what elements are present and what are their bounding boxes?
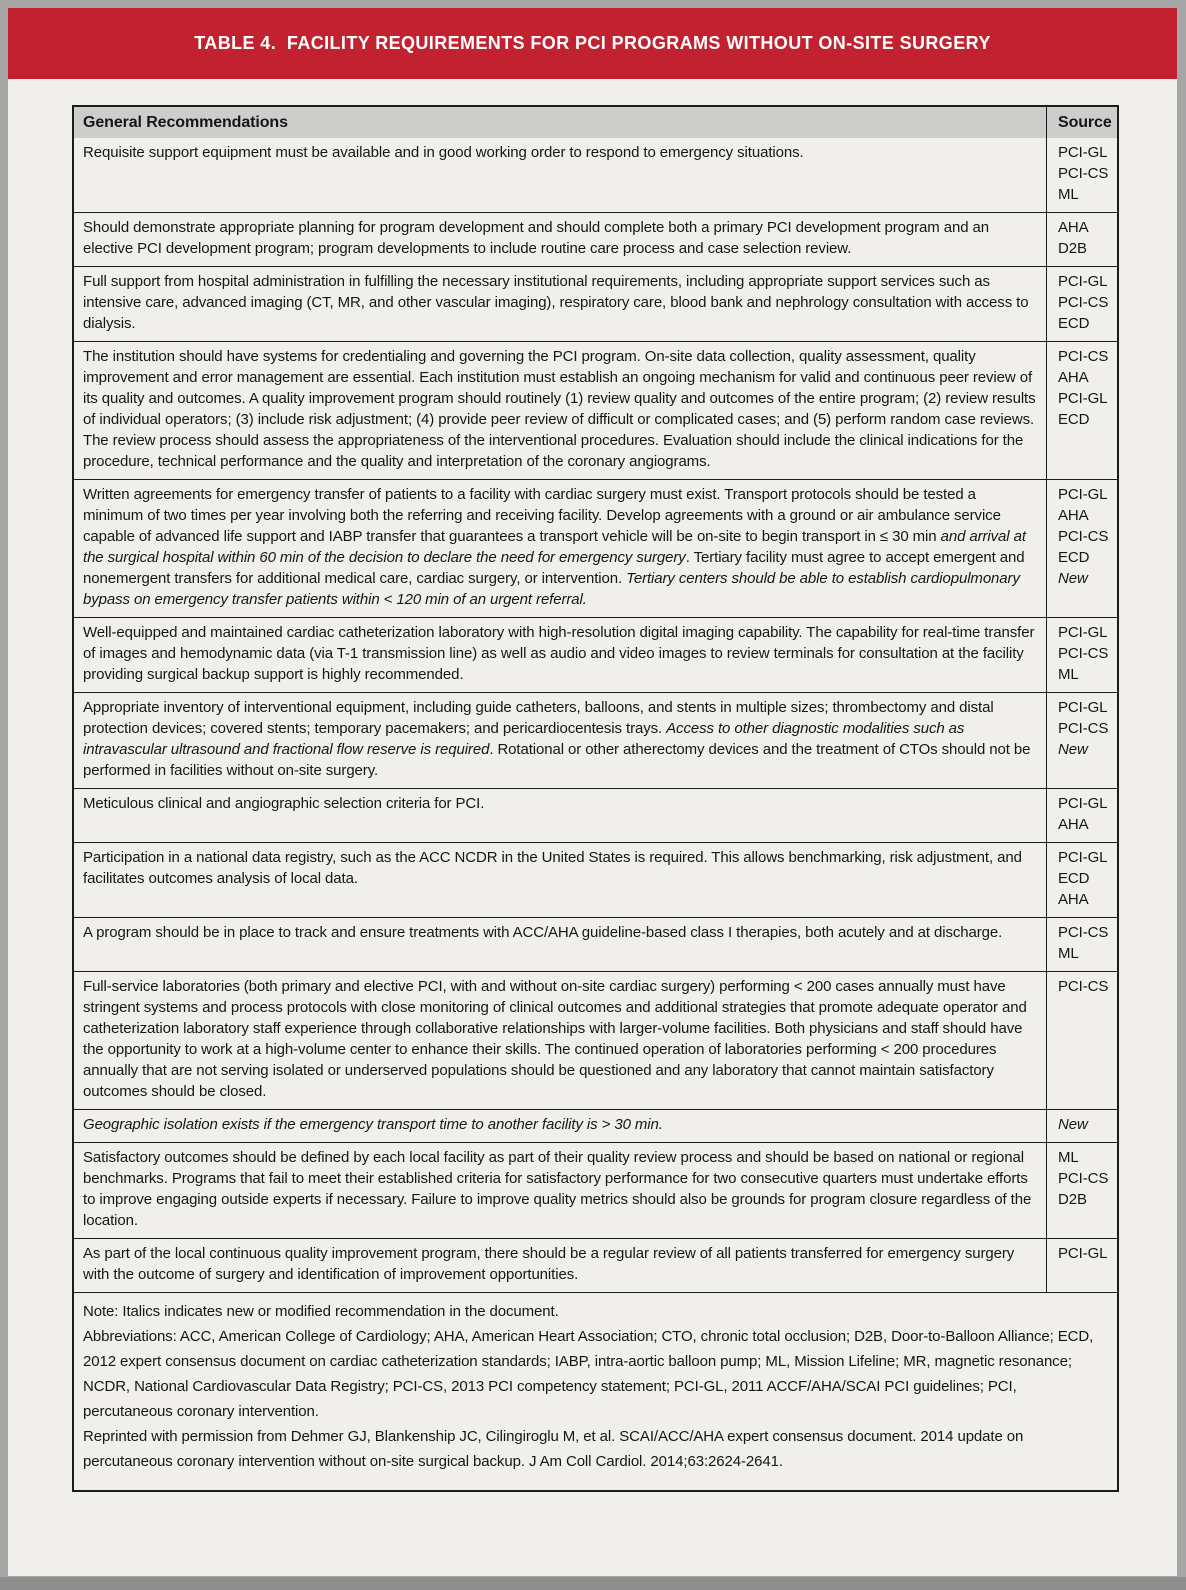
source-tag: ECD xyxy=(1058,870,1090,887)
table-row xyxy=(74,917,1117,971)
recommendation-text xyxy=(74,789,1046,842)
recommendation-text xyxy=(74,480,1046,617)
source-tag: AHA xyxy=(1058,816,1089,833)
recommendation-text xyxy=(74,843,1046,917)
table-row xyxy=(74,1238,1117,1292)
footnote-line: Note: Italics indicates new or modified recommendation in the document. xyxy=(83,1303,559,1320)
source-tag: PCI-GL xyxy=(1058,273,1108,290)
source-list xyxy=(1046,693,1117,788)
source-tag: PCI-CS xyxy=(1058,294,1109,311)
table-row xyxy=(74,617,1117,692)
source-tag: PCI-GL xyxy=(1058,699,1108,716)
recommendation-segment: As part of the local continuous quality improvement program, there should be a regular review of all patients transferred for emergency surgery with the outcome of surgery and identification of improvement opportunities. xyxy=(83,1245,1015,1283)
footnote-line: Abbreviations: ACC, American College of Cardiology; AHA, American Heart Association; CTO, chronic total occlusion; D2B, Door-to-Balloon Alliance; ECD, 2012 expert consensus document on cardiac catheterization standards; IABP, intra-aortic balloon pump; ML, Mission Lifeline; MR, magnetic resonance; NCDR, National Cardiovascular Data Registry; PCI-CS, 2013 PCI competency statement; PCI-GL, 2011 ACCF/AHA/SCAI PCI guidelines; PCI, percutaneous coronary intervention. xyxy=(83,1328,1094,1420)
table-row xyxy=(74,212,1117,266)
source-tag: New xyxy=(1058,1116,1088,1133)
footnote-line: Reprinted with permission from Dehmer GJ, Blankenship JC, Cilingiroglu M, et al. SCAI/ACC/AHA expert consensus document. 2014 update on percutaneous coronary intervention without on-site surgical backup. J Am Coll Cardiol. 2014;63:2624-2641. xyxy=(83,1428,1024,1470)
recommendation-text xyxy=(74,1143,1046,1238)
recommendation-text xyxy=(74,1239,1046,1292)
recommendation-text xyxy=(74,693,1046,788)
recommendation-text xyxy=(74,1110,1046,1142)
recommendation-text xyxy=(74,342,1046,479)
recommendation-segment-italic: and arrival at the surgical hospital within 60 min of the decision to declare the need for emergency surgery xyxy=(83,528,1026,566)
source-tag: PCI-GL xyxy=(1058,624,1108,641)
source-list xyxy=(1046,342,1117,479)
source-tag: ML xyxy=(1058,1149,1079,1166)
recommendation-segment: Full support from hospital administration in fulfilling the necessary institutional requirements, including appropriate support services such as intensive care, advanced imaging (CT, MR, and other vascular imaging), respiratory care, blood bank and nephrology consultation with access to dialysis. xyxy=(83,273,1029,332)
source-tag: PCI-CS xyxy=(1058,528,1109,545)
source-list xyxy=(1046,843,1117,917)
recommendation-text xyxy=(74,138,1046,212)
source-tag: PCI-GL xyxy=(1058,144,1108,161)
header-general-recommendations: General Recommendations xyxy=(83,114,288,131)
source-tag: New xyxy=(1058,570,1088,587)
source-tag: New xyxy=(1058,741,1088,758)
source-list xyxy=(1046,1110,1117,1142)
recommendation-segment: . Rotational or other atherectomy devices and the treatment of CTOs should not be performed in facilities without on-site surgery. xyxy=(83,741,1031,779)
table-row xyxy=(74,138,1117,212)
source-tag: AHA xyxy=(1058,369,1089,386)
recommendation-segment: Written agreements for emergency transfer of patients to a facility with cardiac surgery must exist. Transport protocols should be tested a minimum of two times per year involving both the referring and receiving facility. Develop agreements with a ground or air ambulance service capable of advanced life support and IABP transfer that guarantees a transport vehicle will be on-site to begin transport in ≤ 30 min xyxy=(83,486,1001,545)
table-row xyxy=(74,971,1117,1109)
table-row xyxy=(74,1142,1117,1238)
source-tag: D2B xyxy=(1058,1191,1087,1208)
source-list xyxy=(1046,267,1117,341)
source-tag: PCI-GL xyxy=(1058,1245,1108,1262)
table-row xyxy=(74,788,1117,842)
source-tag: AHA xyxy=(1058,891,1089,908)
recommendation-segment: Appropriate inventory of interventional equipment, including guide catheters, balloons, and stents in multiple sizes; thrombectomy and distal protection devices; covered stents; temporary pacemakers; and pericardiocentesis trays. xyxy=(83,699,994,737)
table-row xyxy=(74,692,1117,788)
recommendation-segment: A program should be in place to track and ensure treatments with ACC/AHA guideline-based class I therapies, both acutely and at discharge. xyxy=(83,924,1003,941)
source-tag: AHA xyxy=(1058,507,1089,524)
source-list xyxy=(1046,213,1117,266)
recommendation-text xyxy=(74,213,1046,266)
source-tag: ML xyxy=(1058,186,1079,203)
source-tag: PCI-CS xyxy=(1058,645,1109,662)
recommendation-segment-italic: Tertiary centers should be able to establish cardiopulmonary bypass on emergency transfer patients within < 120 min of an urgent referral. xyxy=(83,570,1020,608)
source-tag: ML xyxy=(1058,666,1079,683)
source-tag: PCI-GL xyxy=(1058,390,1108,407)
document-page xyxy=(8,8,1177,1576)
source-list xyxy=(1046,618,1117,692)
source-tag: ECD xyxy=(1058,315,1090,332)
recommendation-segment: Meticulous clinical and angiographic selection criteria for PCI. xyxy=(83,795,485,812)
source-tag: PCI-GL xyxy=(1058,795,1108,812)
source-list xyxy=(1046,1143,1117,1238)
footnotes-block xyxy=(74,1292,1117,1490)
recommendation-segment: Requisite support equipment must be available and in good working order to respond to emergency situations. xyxy=(83,144,804,161)
source-tag: PCI-CS xyxy=(1058,978,1109,995)
recommendation-segment: . Tertiary facility must agree to accept emergent and nonemergent transfers for additional medical care, cardiac surgery, or intervention. xyxy=(83,549,1025,587)
source-tag: PCI-CS xyxy=(1058,165,1109,182)
source-list xyxy=(1046,480,1117,617)
recommendation-text xyxy=(74,918,1046,971)
recommendation-segment: Satisfactory outcomes should be defined by each local facility as part of their quality review process and should be based on national or regional benchmarks. Programs that fail to meet their established criteria for satisfactory performance for two consecutive quarters must undertake efforts to improve engaging outside experts if necessary. Failure to improve quality metrics should also be grounds for program closure regardless of the location. xyxy=(83,1149,1032,1229)
source-list xyxy=(1046,1239,1117,1292)
source-tag: PCI-GL xyxy=(1058,849,1108,866)
table-title: TABLE 4. FACILITY REQUIREMENTS FOR PCI PROGRAMS WITHOUT ON-SITE SURGERY xyxy=(194,33,991,53)
table-title-band xyxy=(8,8,1177,79)
table-row xyxy=(74,1109,1117,1142)
table-body xyxy=(74,138,1117,1292)
source-tag: D2B xyxy=(1058,240,1087,257)
source-tag: PCI-CS xyxy=(1058,720,1109,737)
source-tag: ECD xyxy=(1058,411,1090,428)
source-tag: ML xyxy=(1058,945,1079,962)
requirements-table xyxy=(72,105,1119,1492)
table-row xyxy=(74,842,1117,917)
recommendation-text xyxy=(74,618,1046,692)
recommendation-segment: Full-service laboratories (both primary and elective PCI, with and without on-site cardiac surgery) performing < 200 cases annually must have stringent systems and process protocols with close monitoring of clinical outcomes and additional strategies that promote adequate operator and catheterization laboratory staff experience through collaborative relationships with larger-volume facilities. Both physicians and staff should have the opportunity to work at a high-volume center to enhance their skills. The continued operation of laboratories performing < 200 procedures annually that are not serving isolated or underserved populations should be questioned and any laboratory that cannot maintain satisfactory outcomes should be closed. xyxy=(83,978,1027,1100)
source-list xyxy=(1046,789,1117,842)
source-tag: PCI-CS xyxy=(1058,348,1109,365)
recommendation-segment: The institution should have systems for credentialing and governing the PCI program. On-site data collection, quality assessment, quality improvement and error management are essential. Each institution must establish an ongoing mechanism for valid and continuous peer review of its quality and outcomes. A quality improvement program should routinely (1) review quality and outcomes of the entire program; (2) review results of individual operators; (3) include risk adjustment; (4) provide peer review of difficult or complicated cases; and (5) perform random case reviews. The review process should assess the appropriateness of the interventional procedures. Evaluation should include the clinical indications for the procedure, technical performance and the quality and interpretation of the coronary angiograms. xyxy=(83,348,1036,470)
source-tag: PCI-CS xyxy=(1058,1170,1109,1187)
table-row xyxy=(74,341,1117,479)
recommendation-segment: Participation in a national data registry, such as the ACC NCDR in the United States is required. This allows benchmarking, risk adjustment, and facilitates outcomes analysis of local data. xyxy=(83,849,1022,887)
recommendation-segment: Well-equipped and maintained cardiac catheterization laboratory with high-resolution digital imaging capability. The capability for real-time transfer of images and hemodynamic data (via T-1 transmission line) as well as audio and video images to review terminals for consultation at the facility providing surgical backup support is highly recommended. xyxy=(83,624,1035,683)
source-list xyxy=(1046,972,1117,1109)
bottom-shadow-bar xyxy=(0,1577,1186,1590)
source-tag: ECD xyxy=(1058,549,1090,566)
source-tag: PCI-CS xyxy=(1058,924,1109,941)
recommendation-text xyxy=(74,972,1046,1109)
recommendation-segment-italic: Geographic isolation exists if the emergency transport time to another facility is > 30 min. xyxy=(83,1116,663,1133)
source-list xyxy=(1046,138,1117,212)
source-tag: PCI-GL xyxy=(1058,486,1108,503)
recommendation-text xyxy=(74,267,1046,341)
source-tag: AHA xyxy=(1058,219,1089,236)
header-source: Source xyxy=(1046,107,1117,138)
table-row xyxy=(74,266,1117,341)
table-header-row xyxy=(74,107,1117,138)
recommendation-segment: Should demonstrate appropriate planning for program development and should complete both a primary PCI development program and an elective PCI development program; program developments to include routine care process and case selection review. xyxy=(83,219,989,257)
source-list xyxy=(1046,918,1117,971)
table-row xyxy=(74,479,1117,617)
recommendation-segment-italic: Access to other diagnostic modalities such as intravascular ultrasound and fractional flow reserve is required xyxy=(83,720,965,758)
